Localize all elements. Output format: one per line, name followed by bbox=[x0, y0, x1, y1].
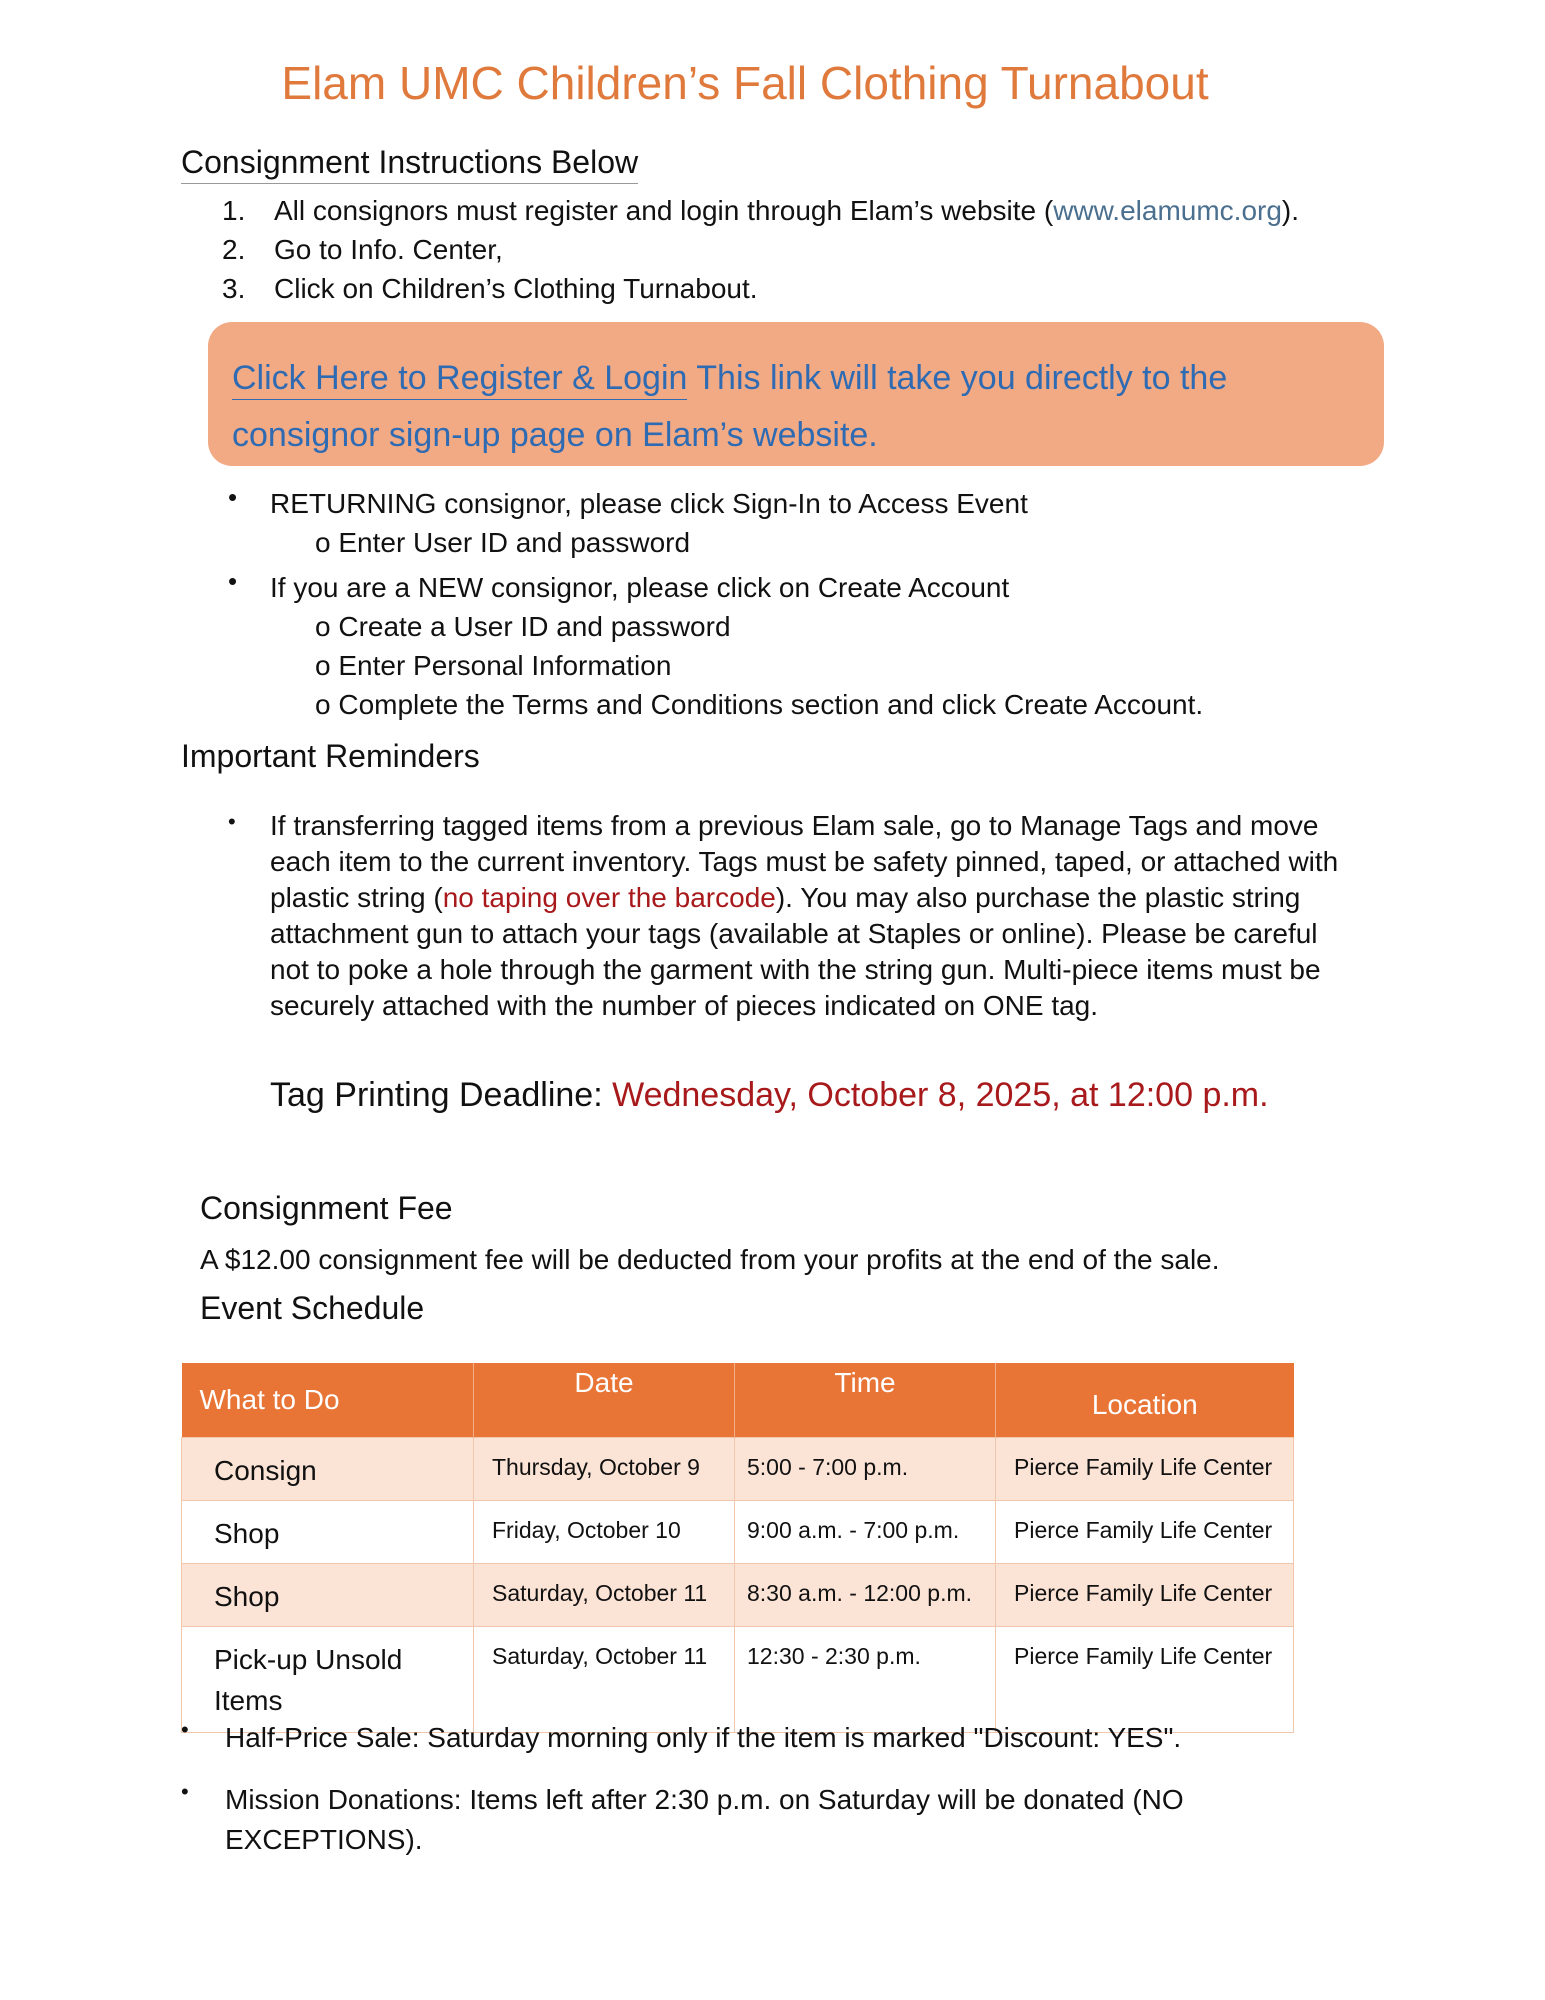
step-number: 2. bbox=[222, 234, 246, 265]
cell-what: Consign bbox=[182, 1438, 474, 1501]
register-banner-text bbox=[232, 350, 1324, 464]
register-login-link[interactable]: Click Here to Register & Login bbox=[232, 359, 687, 400]
step-text: Go to Info. Center, bbox=[274, 234, 503, 265]
fee-text: A $12.00 consignment fee will be deducted from your profits at the end of the sale. bbox=[200, 1244, 1220, 1275]
column-header-date: Date bbox=[474, 1363, 735, 1438]
cell-date: Thursday, October 9 bbox=[474, 1438, 735, 1501]
step-item bbox=[222, 273, 1299, 312]
step-text: Click on Children’s Clothing Turnabout. bbox=[274, 273, 758, 304]
step-item bbox=[222, 195, 1299, 234]
substep-item: o Enter Personal Information bbox=[315, 650, 672, 681]
substep-item: o Enter User ID and password bbox=[315, 527, 691, 558]
consignor-options bbox=[224, 484, 1203, 724]
donation-note: • Mission Donations: Items left after 2:30 p.m. on Saturday will be donated (NO EXCEPTIONS). bbox=[181, 1780, 1381, 1860]
deadline-label: Tag Printing Deadline: bbox=[270, 1076, 613, 1114]
schedule-notes bbox=[181, 1718, 1381, 1860]
substep-item: o Create a User ID and password bbox=[315, 611, 731, 642]
barcode-warning: no taping over the barcode bbox=[442, 882, 776, 913]
bullet-icon: • bbox=[228, 566, 238, 596]
table-row bbox=[182, 1438, 1294, 1501]
instructions-heading: Consignment Instructions Below bbox=[181, 144, 638, 184]
event-schedule-table bbox=[181, 1363, 1294, 1733]
cell-what: Shop bbox=[182, 1501, 474, 1564]
bullet-icon: • bbox=[181, 1779, 189, 1804]
step-text: All consignors must register and login through Elam’s website (www.elamumc.org). bbox=[274, 195, 1300, 226]
cell-time: 9:00 a.m. - 7:00 p.m. bbox=[735, 1501, 996, 1564]
cell-time: 5:00 - 7:00 p.m. bbox=[735, 1438, 996, 1501]
column-header-time: Time bbox=[735, 1363, 996, 1438]
returning-substeps bbox=[270, 523, 1203, 562]
cell-what: Pick-up Unsold Items bbox=[182, 1627, 474, 1733]
table-header-row bbox=[182, 1363, 1294, 1438]
fee-heading: Consignment Fee bbox=[200, 1190, 453, 1226]
cell-date: Saturday, October 11 bbox=[474, 1564, 735, 1627]
bullet-icon: • bbox=[228, 482, 238, 512]
deadline-value: Wednesday, October 8, 2025, at 12:00 p.m. bbox=[612, 1076, 1269, 1114]
instruction-steps bbox=[222, 195, 1299, 312]
bullet-icon: • bbox=[228, 809, 236, 834]
tag-deadline bbox=[270, 1076, 1269, 1115]
cell-what: Shop bbox=[182, 1564, 474, 1627]
table-row bbox=[182, 1627, 1294, 1733]
register-banner-description: This link will take you directly to the consignor sign-up page on Elam’s website. bbox=[232, 359, 1228, 454]
bullet-icon: • bbox=[181, 1717, 189, 1742]
column-header-what: What to Do bbox=[182, 1363, 474, 1438]
register-banner[interactable] bbox=[208, 322, 1384, 466]
column-header-location: Location bbox=[996, 1363, 1294, 1438]
cell-location: Pierce Family Life Center bbox=[996, 1627, 1294, 1733]
reminders-heading: Important Reminders bbox=[181, 738, 480, 774]
step-item bbox=[222, 234, 1299, 273]
new-substeps bbox=[270, 607, 1203, 724]
cell-location: Pierce Family Life Center bbox=[996, 1501, 1294, 1564]
cell-location: Pierce Family Life Center bbox=[996, 1438, 1294, 1501]
page-title: Elam UMC Children’s Fall Clothing Turnabout bbox=[281, 57, 1209, 109]
new-consignor-item: • If you are a NEW consignor, please click on Create Account o Create a User ID and password o Enter Personal Information o Complete the Terms and Conditions section and click Create Account. bbox=[224, 568, 1203, 724]
half-price-note: • Half-Price Sale: Saturday morning only if the item is marked "Discount: YES". bbox=[181, 1718, 1381, 1758]
cell-date: Friday, October 10 bbox=[474, 1501, 735, 1564]
substep-item: o Complete the Terms and Conditions section and click Create Account. bbox=[315, 689, 1204, 720]
reminder-paragraph: • If transferring tagged items from a previous Elam sale, go to Manage Tags and move each item to the current inventory. Tags must be safety pinned, taped, or attached with plastic string (no taping over the barcode). You may also purchase the plastic string attachment gun to attach your tags (available at Staples or online). Please be careful not to poke a hole through the garment with the string gun. Multi-piece items must be securely attached with the number of pieces indicated on ONE tag. bbox=[224, 808, 1364, 1024]
cell-time: 12:30 - 2:30 p.m. bbox=[735, 1627, 996, 1733]
schedule-heading: Event Schedule bbox=[200, 1290, 425, 1326]
table-row bbox=[182, 1564, 1294, 1627]
returning-consignor-item: • RETURNING consignor, please click Sign-In to Access Event o Enter User ID and password bbox=[224, 484, 1203, 562]
step-number: 3. bbox=[222, 273, 246, 304]
cell-date: Saturday, October 11 bbox=[474, 1627, 735, 1733]
cell-time: 8:30 a.m. - 12:00 p.m. bbox=[735, 1564, 996, 1627]
cell-location: Pierce Family Life Center bbox=[996, 1564, 1294, 1627]
website-link[interactable]: www.elamumc.org bbox=[1053, 195, 1282, 226]
table-row bbox=[182, 1501, 1294, 1564]
step-number: 1. bbox=[222, 195, 246, 226]
